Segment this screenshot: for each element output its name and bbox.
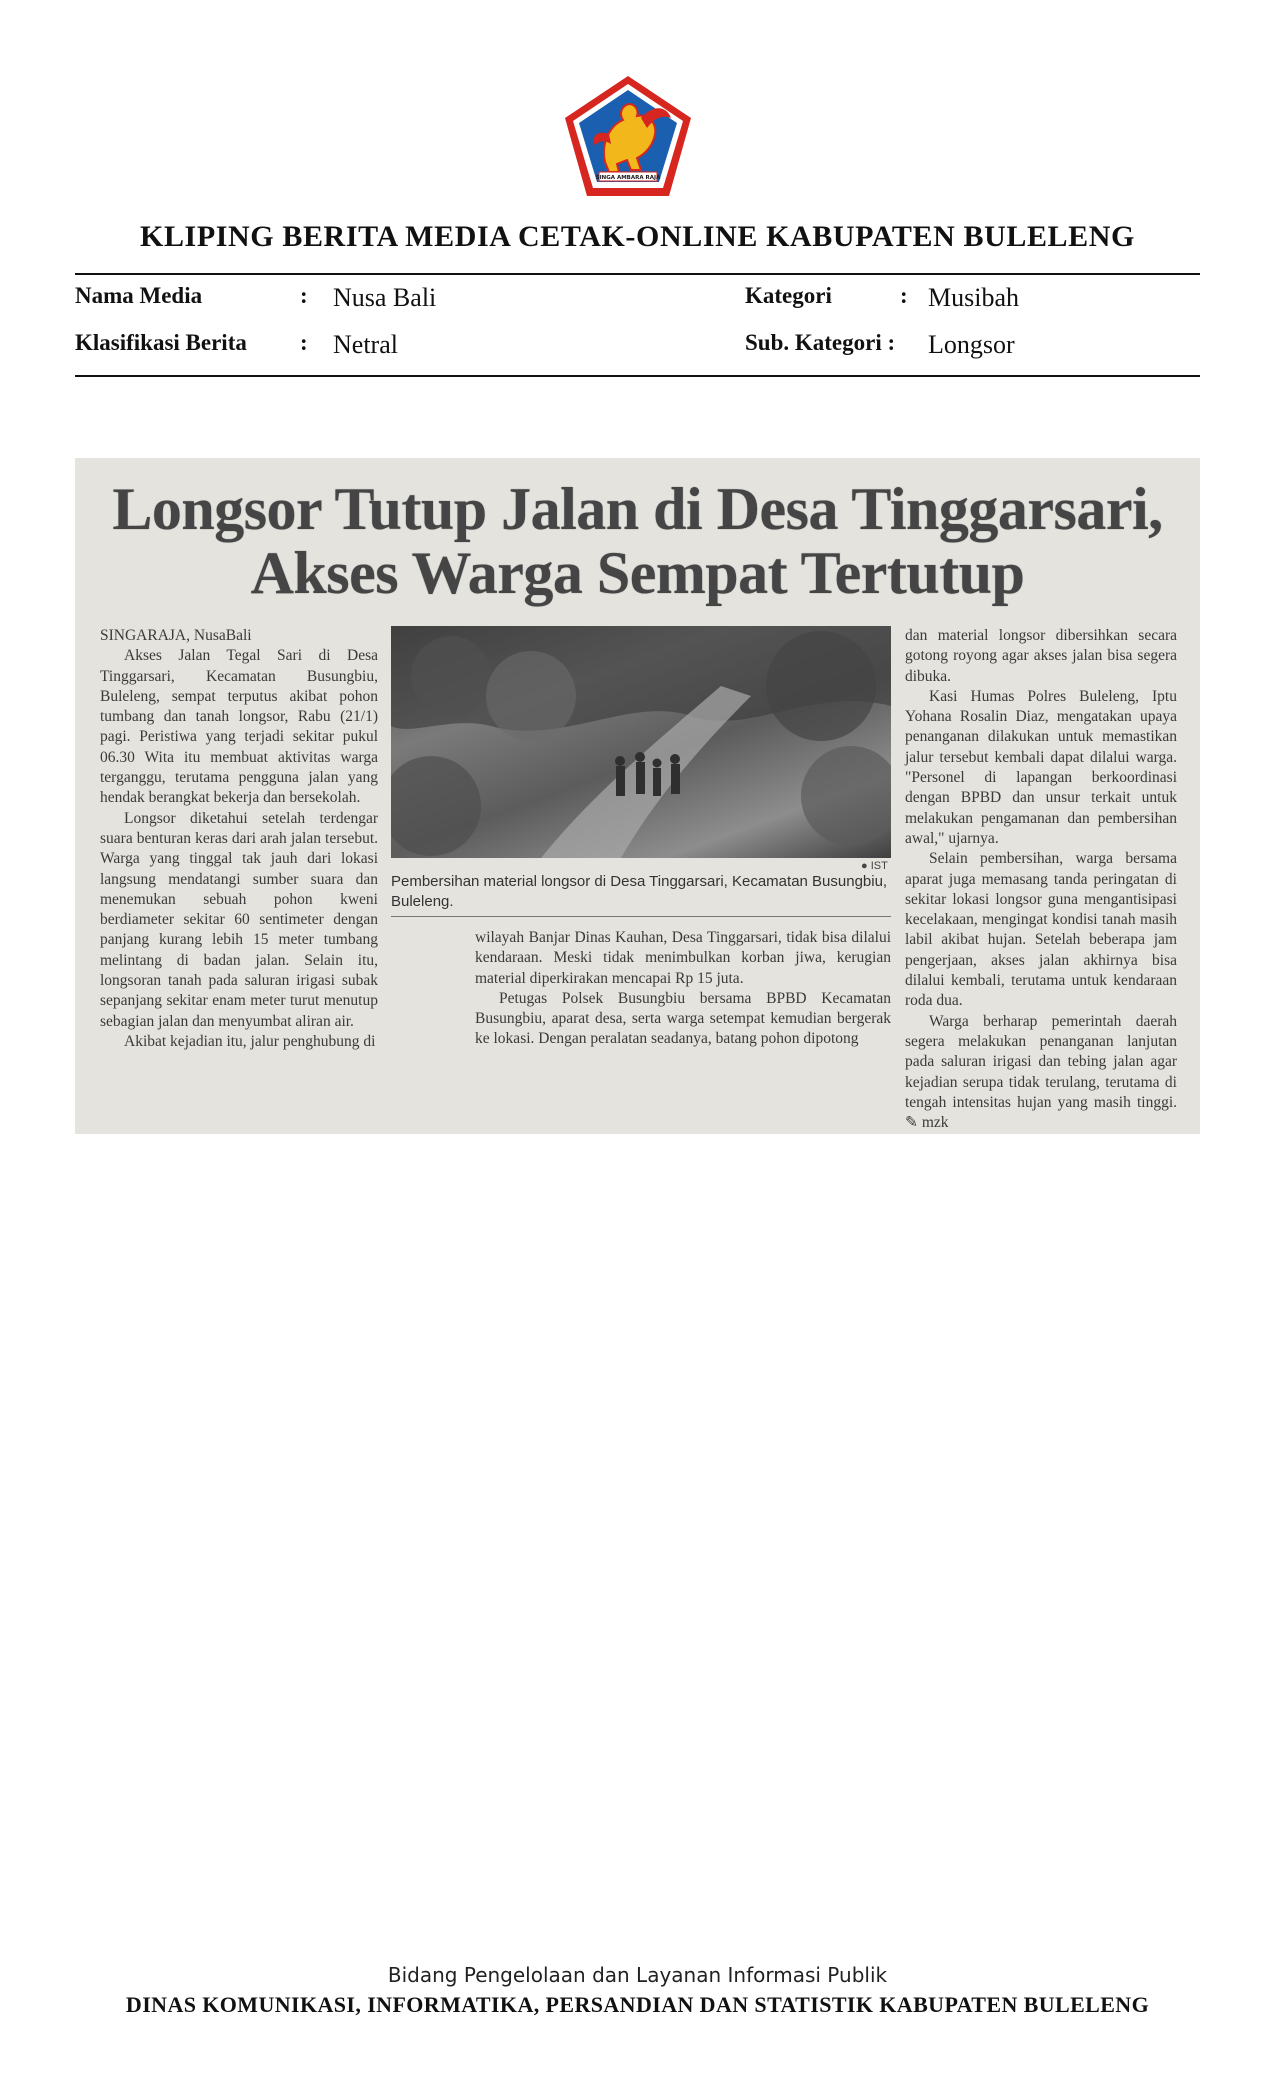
paragraph: Kasi Humas Polres Buleleng, Iptu Yohana Rosalin Diaz, mengatakan upaya penanganan dilakukan untuk memastikan jalur tersebut kembali dapat dilalui warga. "Personel di lapangan berkoordinasi dengan BPBD dan unsur terkait untuk melakukan pengamanan dan pembersihan awal," ujarnya. [905,687,1177,847]
sub-kategori-value: Longsor [928,330,1015,359]
klasifikasi-colon: : [300,330,308,355]
photo-caption: Pembersihan material longsor di Desa Tinggarsari, Kecamatan Busungbiu, Buleleng. [391,873,888,910]
footer-division: Bidang Pengelolaan dan Layanan Informasi Publik [387,1963,888,1987]
headline-line-2: Akses Warga Sempat Tertutup [250,540,1025,606]
nama-media-value: Nusa Bali [333,283,437,312]
paragraph: wilayah Banjar Dinas Kauhan, Desa Tinggarsari, tidak bisa dilalui kendaraan. Meski tidak menimbulkan korban jiwa, kerugian material diperkirakan mencapai Rp 15 juta. [475,929,891,987]
article-column-1 [100,626,378,1052]
kategori-label: Kategori [745,283,832,308]
paragraph: dan material longsor dibersihkan secara gotong royong agar akses jalan bisa segera dibuka. [905,627,1177,685]
emblem-motto: SINGA AMBARA RAJA [595,175,661,181]
nama-media-label: Nama Media [75,283,203,308]
dateline: SINGARAJA, NusaBali [100,627,252,644]
kategori-value: Musibah [928,283,1019,312]
paragraph: Longsor diketahui setelah terdengar suara benturan keras dari arah jalan tersebut. Warga yang tinggal tak jauh dari lokasi langsung mendatangi sumber suara dan menemukan sebuah pohon kweni berdiameter sekitar 60 sentimeter dengan panjang kurang lebih 15 meter tumbang melintang di badan jalan. Selain itu, longsoran tanah pada saluran irigasi subak sepanjang sekitar enam meter turut menutup sebagian jalan dan menyumbat aliran air. [100,809,378,1030]
kategori-colon: : [900,283,908,308]
caption-rule [391,916,891,917]
article-photo [391,626,891,858]
paragraph: Petugas Polsek Busungbiu bersama BPBD Kecamatan Busungbiu, aparat desa, serta warga setempat kemudian bergerak ke lokasi. Dengan peralatan seadanya, batang pohon dipotong [475,989,891,1048]
article-column-2 [475,928,891,1050]
klasifikasi-value: Netral [333,330,398,359]
paragraph: Warga berharap pemerintah daerah segera melakukan penanganan lanjutan pada saluran irigasi dan tebing jalan agar kejadian serupa tidak terulang, terutama di tengah intensitas hujan yang masih tinggi. ✎ mzk [905,1012,1177,1132]
footer-agency: DINAS KOMUNIKASI, INFORMATIKA, PERSANDIAN DAN STATISTIK KABUPATEN BULELENG [125,1992,1150,2017]
sub-kategori-label: Sub. Kategori : [745,330,896,355]
regency-emblem-logo [561,74,695,198]
article-column-3 [905,626,1177,1133]
newspaper-clipping [75,458,1200,1134]
paragraph: Akibat kejadian itu, jalur penghubung di [124,1032,376,1050]
photo-credit: ● IST [861,860,888,872]
paragraph: Selain pembersihan, warga bersama aparat juga memasang tanda peringatan di sekitar lokasi longsor guna mengantisipasi kecelakaan, mengingat kondisi tanah masih labil akibat hujan. Setelah beberapa jam pengerjaan, akses jalan akhirnya bisa dilalui kembali, terutama untuk kendaraan roda dua. [905,850,1177,1010]
page-title: KLIPING BERITA MEDIA CETAK-ONLINE KABUPATEN BULELENG [140,220,1135,253]
meta-divider [75,375,1200,377]
klasifikasi-label: Klasifikasi Berita [75,330,247,355]
nama-media-colon: : [300,283,308,308]
header-divider [75,273,1200,275]
paragraph: Akses Jalan Tegal Sari di Desa Tinggarsari, Kecamatan Busungbiu, Buleleng, sempat terputus akibat pohon tumbang dan tanah longsor, Rabu (21/1) pagi. Peristiwa yang terjadi sekitar pukul 06.30 Wita itu membuat aktivitas warga terganggu, terutama pengguna jalan yang hendak berangkat bekerja dan bersekolah. [100,647,378,807]
headline-line-1: Longsor Tutup Jalan di Desa Tinggarsari, [112,476,1163,542]
